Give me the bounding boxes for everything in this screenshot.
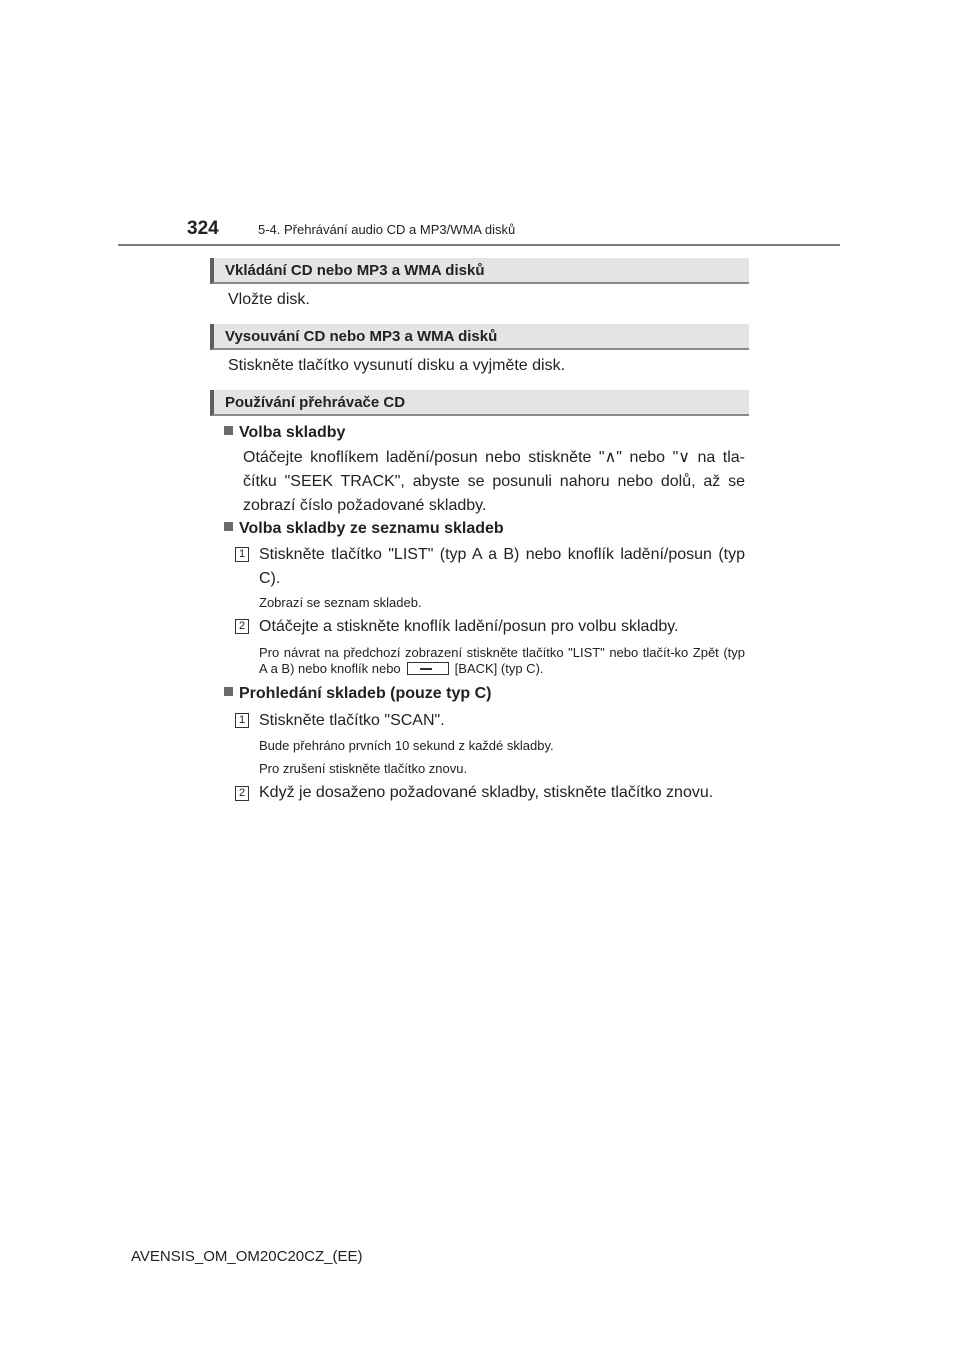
footer-code: AVENSIS_OM_OM20C20CZ_(EE) [131, 1248, 363, 1265]
track-select-heading-text: Volba skladby [239, 424, 346, 441]
track-list-step2-note-b: [BACK] (typ C). [454, 661, 544, 676]
track-list-step1-text: Stiskněte tlačítko "LIST" (typ A a B) nebo knoflík ladění/posun (typ C). [259, 546, 745, 587]
section-eject-bar [210, 324, 749, 350]
header-rule [118, 244, 840, 246]
page-number: 324 [187, 218, 219, 239]
track-list-step2-text: Otáčejte a stiskněte knoflík ladění/posun pro volbu skladby. [259, 618, 679, 635]
running-head: 5-4. Přehrávání audio CD a MP3/WMA disků [258, 222, 516, 237]
scan-step1-note1: Bude přehráno prvních 10 sekund z každé skladby. [259, 738, 554, 753]
track-select-heading [224, 424, 345, 442]
square-bullet-icon [224, 522, 233, 531]
square-bullet-icon [224, 426, 233, 435]
scan-step2-text: Když je dosaženo požadované skladby, stiskněte tlačítko znovu. [259, 784, 714, 801]
track-list-heading [224, 520, 504, 538]
section-eject-body: Stiskněte tlačítko vysunutí disku a vyjměte disk. [228, 357, 566, 374]
section-insert-title: Vkládání CD nebo MP3 a WMA disků [225, 262, 485, 279]
track-list-step1-note: Zobrazí se seznam skladeb. [259, 595, 422, 610]
scan-step1-note2: Pro zrušení stiskněte tlačítko znovu. [259, 761, 468, 776]
square-bullet-icon [224, 687, 233, 696]
step-number-box: 2 [235, 619, 249, 634]
scan-heading [224, 685, 491, 703]
section-eject-title: Vysouvání CD nebo MP3 a WMA disků [225, 328, 498, 345]
track-list-step2-note [259, 645, 745, 677]
section-insert-body: Vložte disk. [228, 291, 310, 308]
scan-step1-text: Stiskněte tlačítko "SCAN". [259, 712, 445, 729]
step-number-box: 1 [235, 713, 249, 728]
track-list-heading-text: Volba skladby ze seznamu skladeb [239, 520, 504, 537]
step-number-box: 1 [235, 547, 249, 562]
section-player-title: Používání přehrávače CD [225, 394, 406, 411]
track-select-text: Otáčejte knoflíkem ladění/posun nebo stiskněte "∧" nebo "∨ na tla-čítku "SEEK TRACK", abyste se posunuli nahoru nebo dolů, až se zobrazí číslo požadované skladby. [243, 449, 745, 514]
step-number-box: 2 [235, 786, 249, 801]
section-insert-bar [210, 258, 749, 284]
track-list-step2-note-a: Pro návrat na předchozí zobrazení stiskněte tlačítko "LIST" nebo tlačít-ko Zpět (typ A a B) nebo knoflík nebo [259, 645, 745, 676]
back-button-icon [407, 662, 449, 675]
scan-heading-text: Prohledání skladeb (pouze typ C) [239, 685, 492, 702]
section-player-bar [210, 390, 749, 416]
